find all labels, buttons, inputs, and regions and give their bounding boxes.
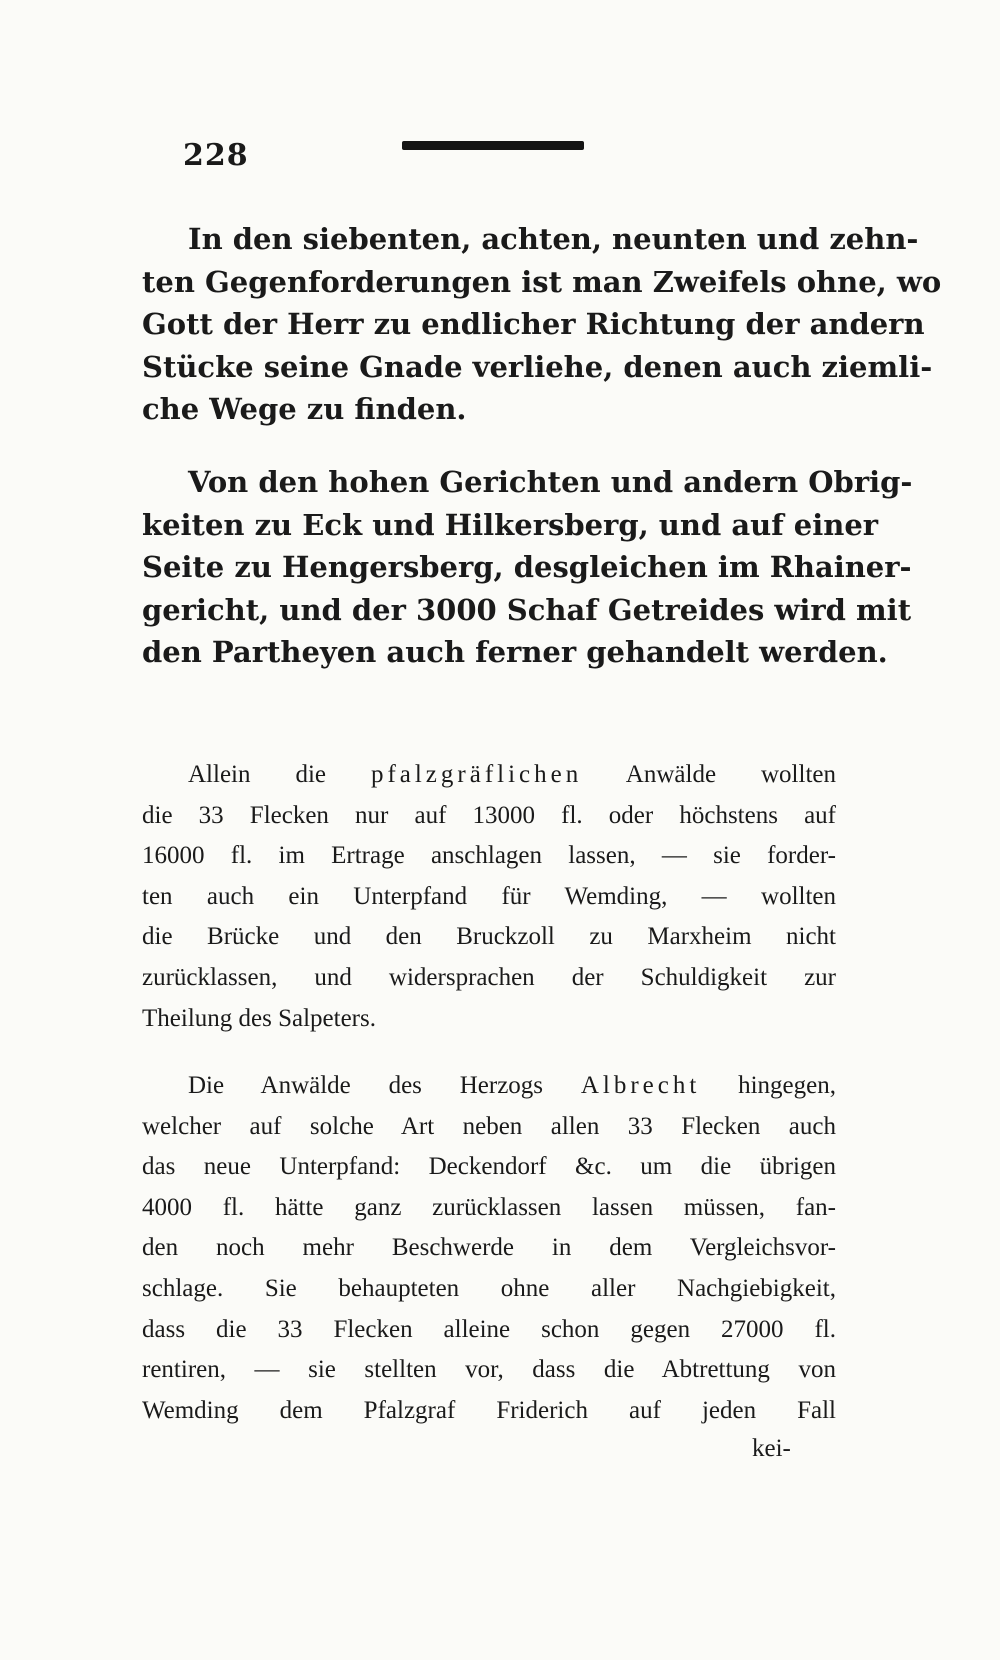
header-rule <box>402 141 584 150</box>
emphasis-name: Albrecht <box>580 1072 701 1099</box>
emphasis-name: pfalzgräflichen <box>370 761 583 788</box>
text-line: die Brücke und den Bruckzoll zu Marxheim nicht <box>142 923 836 951</box>
text-line: Seite zu Hengersberg, desgleichen im Rhainer- <box>142 550 912 584</box>
text-line: schlage. Sie behaupteten ohne aller Nachgiebigkeit, <box>142 1274 836 1302</box>
text-line: che Wege zu finden. <box>142 392 467 426</box>
text-line: 4000 fl. hätte ganz zurücklassen lassen müssen, fan- <box>142 1193 836 1221</box>
text-line: keiten zu Eck und Hilkersberg, und auf einer <box>142 507 879 542</box>
text-line: Von den hohen Gerichten und andern Obrig- <box>188 465 913 499</box>
paragraph-1 <box>142 218 942 431</box>
text-line: die 33 Flecken nur auf 13000 fl. oder höchstens auf <box>142 801 836 829</box>
text-line: gericht, und der 3000 Schaf Getreides wird mit <box>142 592 912 627</box>
paragraph-3 <box>142 755 836 1039</box>
paragraph-2 <box>142 461 913 674</box>
text-line: den noch mehr Beschwerde in dem Vergleichsvor- <box>142 1234 836 1262</box>
text-line: ten auch ein Unterpfand für Wemding, — wollten <box>142 882 836 910</box>
paragraph-4 <box>142 1066 836 1431</box>
catchword: kei- <box>752 1435 791 1462</box>
text-line: dass die 33 Flecken alleine schon gegen 27000 fl. <box>142 1315 836 1343</box>
text-line: 16000 fl. im Ertrage anschlagen lassen, — sie forder- <box>142 842 836 870</box>
text-line: welcher auf solche Art neben allen 33 Flecken auch <box>142 1112 836 1140</box>
text-line: Die Anwälde des Herzogs Albrecht hingegen, <box>188 1072 836 1099</box>
text-line: rentiren, — sie stellten vor, dass die Abtrettung von <box>142 1356 836 1384</box>
text-line: ten Gegenforderungen ist man Zweifels ohne, wo <box>142 264 942 299</box>
text-line: Gott der Herr zu endlicher Richtung der andern <box>142 307 925 341</box>
text-line: zurücklassen, und widersprachen der Schuldigkeit zur <box>142 963 836 991</box>
page-number: 228 <box>183 138 249 173</box>
text-line: das neue Unterpfand: Deckendorf &c. um die übrigen <box>142 1153 836 1181</box>
text-line: Allein die pfalzgräflichen Anwälde wollten <box>188 761 836 788</box>
text-line: Stücke seine Gnade verliehe, denen auch ziemli- <box>142 349 933 384</box>
text-line: Wemding dem Pfalzgraf Friderich auf jeden Fall <box>142 1396 836 1424</box>
text-line: In den siebenten, achten, neunten und zehn- <box>188 222 919 256</box>
text-line: den Partheyen auch ferner gehandelt werden. <box>142 635 888 669</box>
text-line: Theilung des Salpeters. <box>142 1004 376 1032</box>
